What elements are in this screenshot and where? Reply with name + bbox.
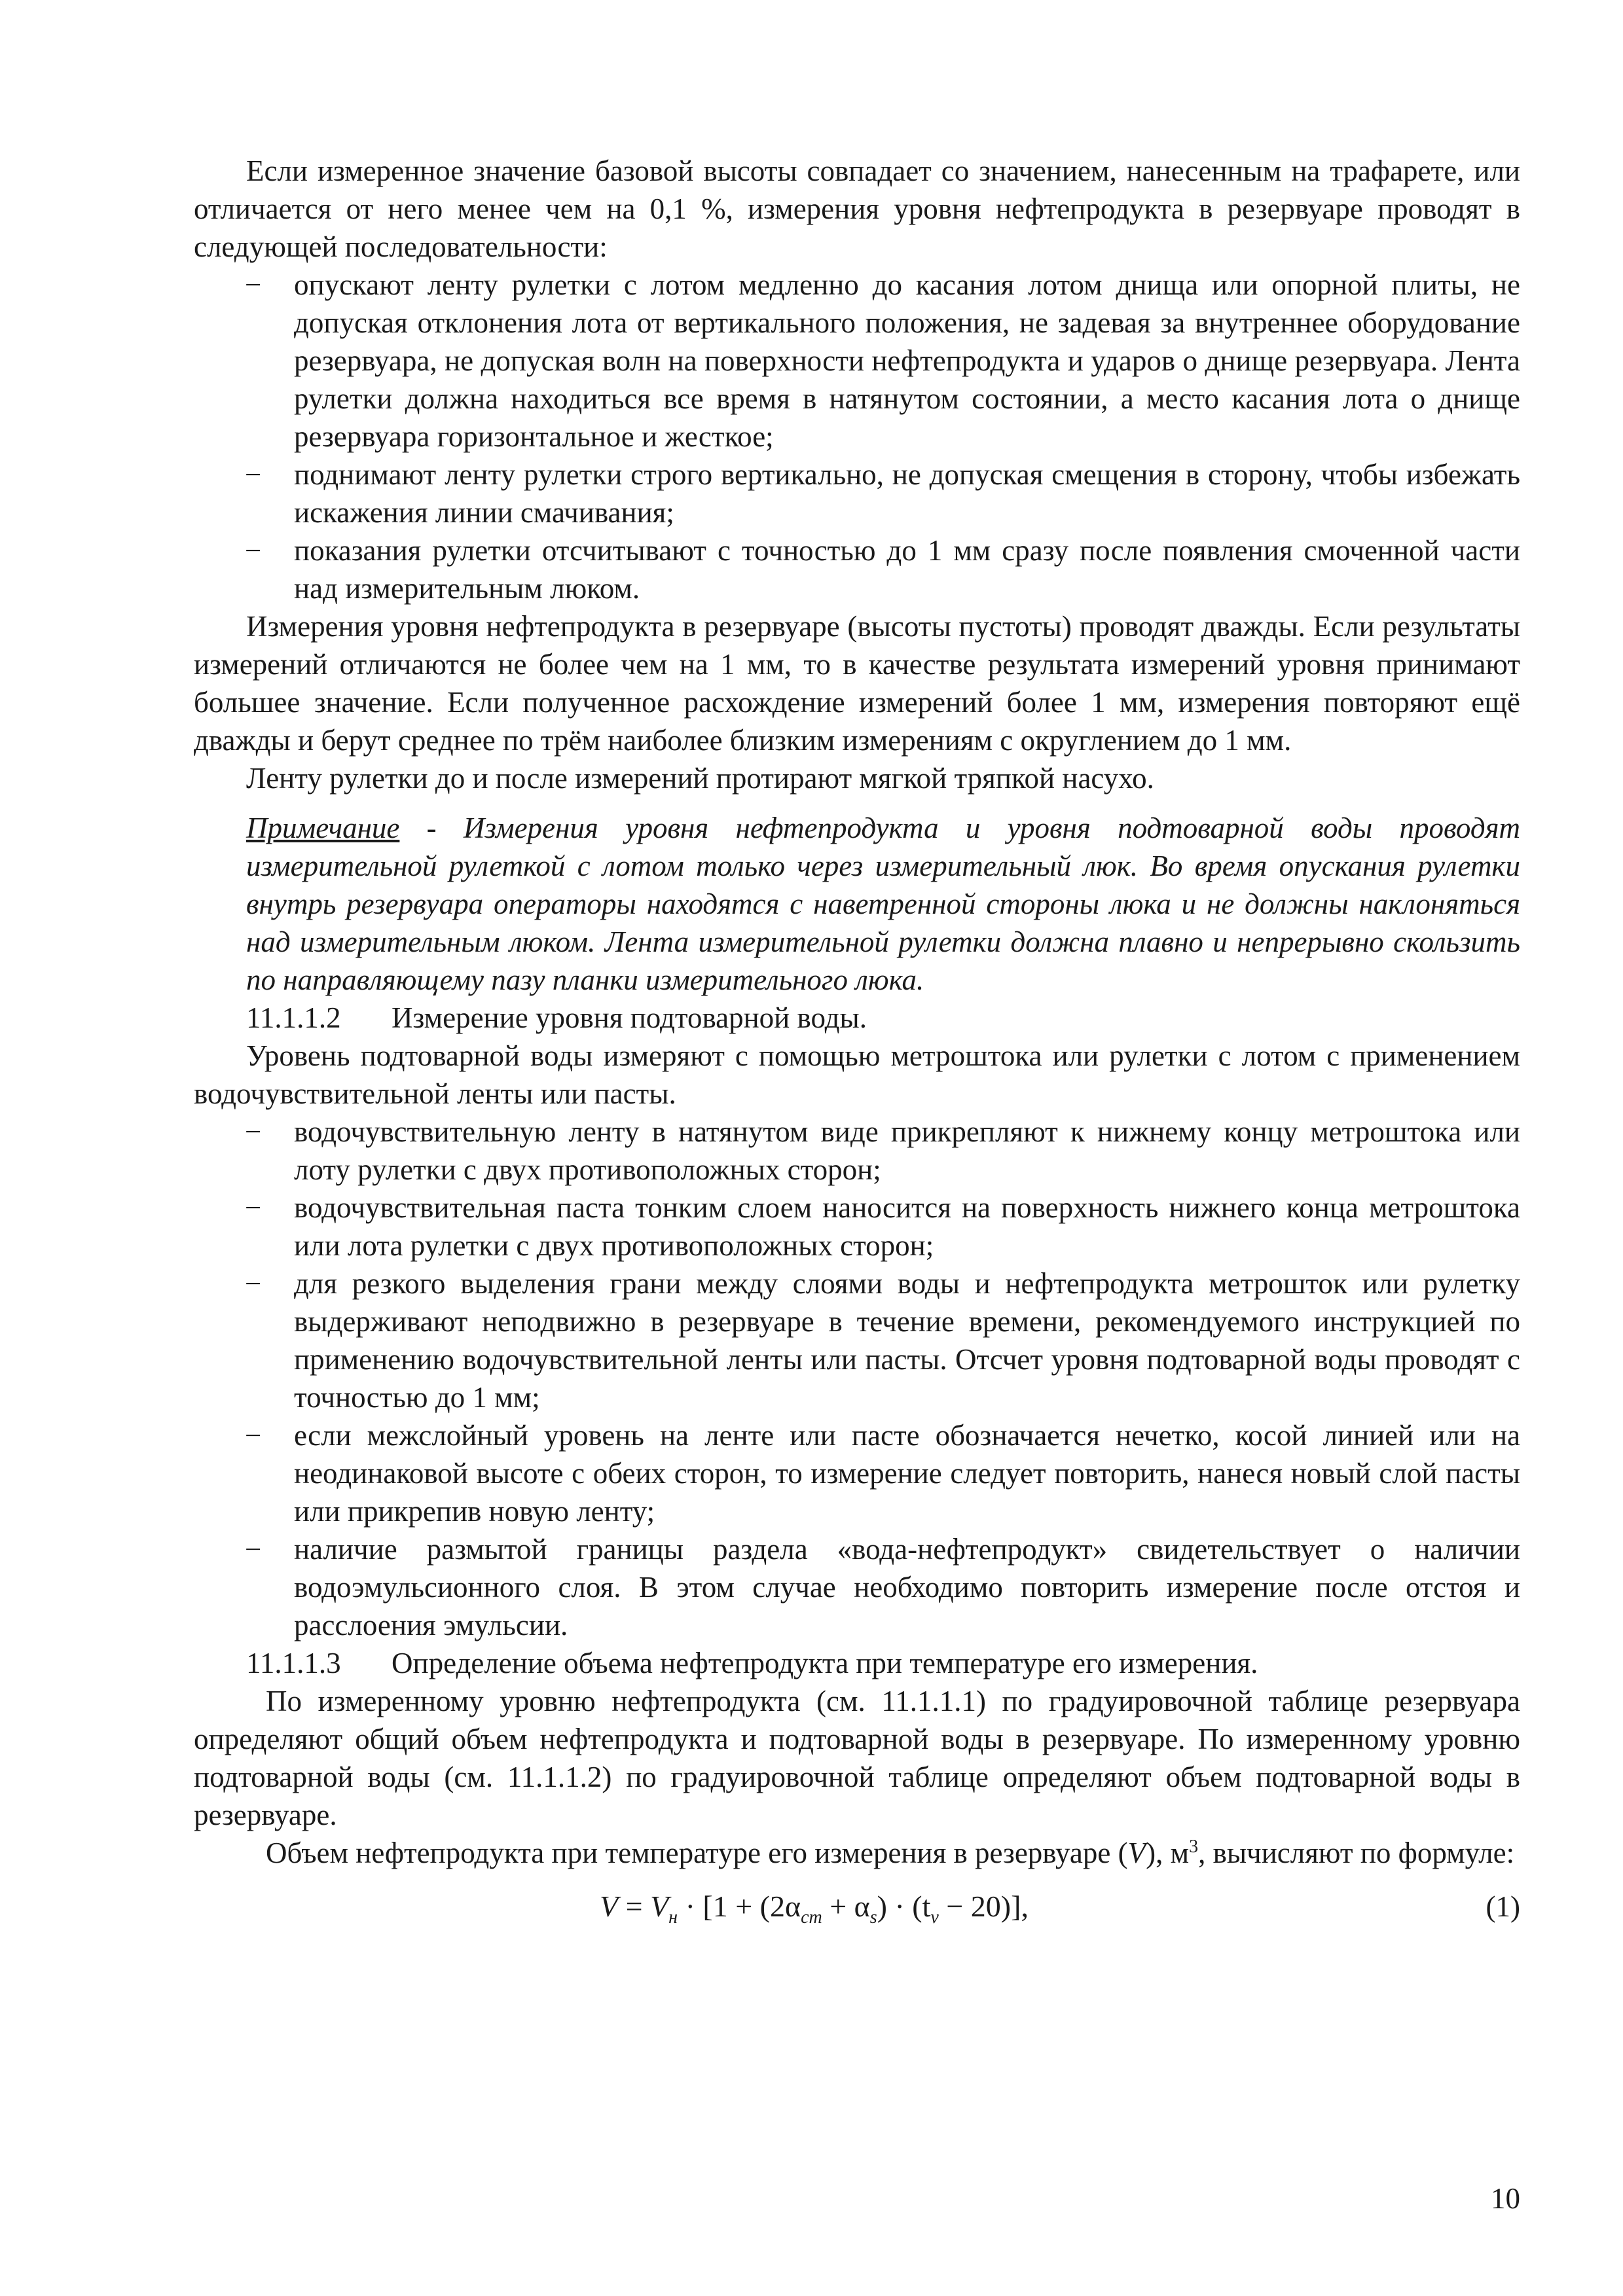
list-item: − для резкого выделения грани между слоями воды и нефтепродукта метрошток или рулетку выдерживают неподвижно в резервуаре в течение времени, рекомендуемого инструкцией по применению водочувствительной ленты или пасты. Отсчет уровня подтоварной воды проводят с точностью до 1 мм;	[194, 1265, 1520, 1416]
note-label: Примечание	[246, 812, 400, 844]
page-number: 10	[1491, 2182, 1520, 2215]
note-text: - Измерения уровня нефтепродукта и уровня подтоварной воды проводят измерительной рулеткой с лотом только через измерительный люк. Во время опускания рулетки внутрь резервуара операторы находятся с наветренной стороны люка и не должны наклоняться над измерительным люком. Лента измерительной рулетки должна плавно и непрерывно скользить по направляющему пазу планки измерительного люка.	[246, 812, 1520, 996]
section-title: Измерение уровня подтоварной воды.	[392, 1001, 867, 1034]
measurement-steps-list	[194, 266, 1520, 607]
dash-icon: −	[245, 1115, 262, 1148]
list-item: − опускают ленту рулетки с лотом медленно до касания лотом днища или опорной плиты, не допуская отклонения лота от вертикального положения, не задевая за внутреннее оборудование резервуара, не допуская волн на поверхности нефтепродукта и ударов о днище резервуара. Лента рулетки должна находиться все время в натянутом состоянии, а место касания лота о днище резервуара горизонтальное и жесткое;	[194, 266, 1520, 456]
formula-row	[194, 1881, 1520, 1940]
water-level-list	[194, 1113, 1520, 1644]
list-item: − показания рулетки отсчитывают с точностью до 1 мм сразу после появления смоченной части над измерительным люком.	[194, 531, 1520, 607]
dash-icon: −	[245, 1419, 262, 1452]
section-heading-11-1-1-3	[194, 1644, 1520, 1682]
volume-lookup-paragraph: По измеренному уровню нефтепродукта (см. 11.1.1.1) по градуировочной таблице резервуара определяют общий объем нефтепродукта и подтоварной воды в резервуаре. По измеренному уровню подтоварной воды (см. 11.1.1.2) по градуировочной таблице определяют объем подтоварной воды в резервуаре.	[194, 1685, 1520, 1831]
section-number: 11.1.1.2	[246, 1001, 341, 1034]
wipe-tape-paragraph: Ленту рулетки до и после измерений протирают мягкой тряпкой насухо.	[246, 762, 1154, 795]
volume-formula-intro: Объем нефтепродукта при температуре его измерения в резервуаре (V), $м^3$, вычисляют по формуле:	[266, 1837, 1515, 1869]
dash-icon: −	[245, 534, 262, 567]
intro-paragraph: Если измеренное значение базовой высоты совпадает со значением, нанесенным на трафарете, или отличается от него менее чем на 0,1 %, измерения уровня нефтепродукта в резервуаре проводят в следующей последовательности:	[194, 154, 1520, 263]
dash-icon: −	[245, 458, 262, 491]
list-item: − наличие размытой границы раздела «вода-нефтепродукт» свидетельствует о наличии водоэмульсионного слоя. В этом случае необходимо повторить измерение после отстоя и расслоения эмульсии.	[194, 1530, 1520, 1644]
dash-icon: −	[245, 1191, 262, 1224]
list-item: − водочувствительную ленту в натянутом виде прикрепляют к нижнему концу метроштока или лоту рулетки с двух противоположных сторон;	[194, 1113, 1520, 1189]
section-number: 11.1.1.3	[246, 1647, 341, 1679]
equation-number: (1)	[1486, 1890, 1520, 1923]
volume-formula: $V = V_н \cdot [1 + (2\alpha_{ст} + \alpha_s) \cdot (t_v - 20)]$,	[600, 1890, 1029, 1928]
list-item: − если межслойный уровень на ленте или пасте обозначается нечетко, косой линией или на неодинаковой высоте с обеих сторон, то измерение следует повторить, нанеся новый слой пасты или прикрепив новую ленту;	[194, 1416, 1520, 1530]
section-heading-11-1-1-2	[194, 999, 1520, 1037]
list-item: − водочувствительная паста тонким слоем наносится на поверхность нижнего конца метроштока или лота рулетки с двух противоположных сторон;	[194, 1189, 1520, 1265]
document-page	[194, 152, 1520, 1940]
dash-icon: −	[245, 1267, 262, 1300]
repeat-measurement-paragraph: Измерения уровня нефтепродукта в резервуаре (высоты пустоты) проводят дважды. Если результаты измерений отличаются не более чем на 1 мм, то в качестве результата измерений уровня принимают большее значение. Если полученное расхождение измерений более 1 мм, измерения повторяют ещё дважды и берут среднее по трём наиболее близким измерениям с округлением до 1 мм.	[194, 610, 1520, 757]
note-block	[246, 809, 1520, 999]
variable-v: V	[1127, 1837, 1146, 1869]
dash-icon: −	[245, 268, 262, 301]
section-title: Определение объема нефтепродукта при температуре его измерения.	[392, 1647, 1258, 1679]
list-item: − поднимают ленту рулетки строго вертикально, не допуская смещения в сторону, чтобы избежать искажения линии смачивания;	[194, 456, 1520, 531]
dash-icon: −	[245, 1533, 262, 1566]
water-level-intro: Уровень подтоварной воды измеряют с помощью метроштока или рулетки с лотом с применением водочувствительной ленты или пасты.	[194, 1039, 1520, 1110]
cubic-superscript: 3	[1189, 1837, 1199, 1857]
